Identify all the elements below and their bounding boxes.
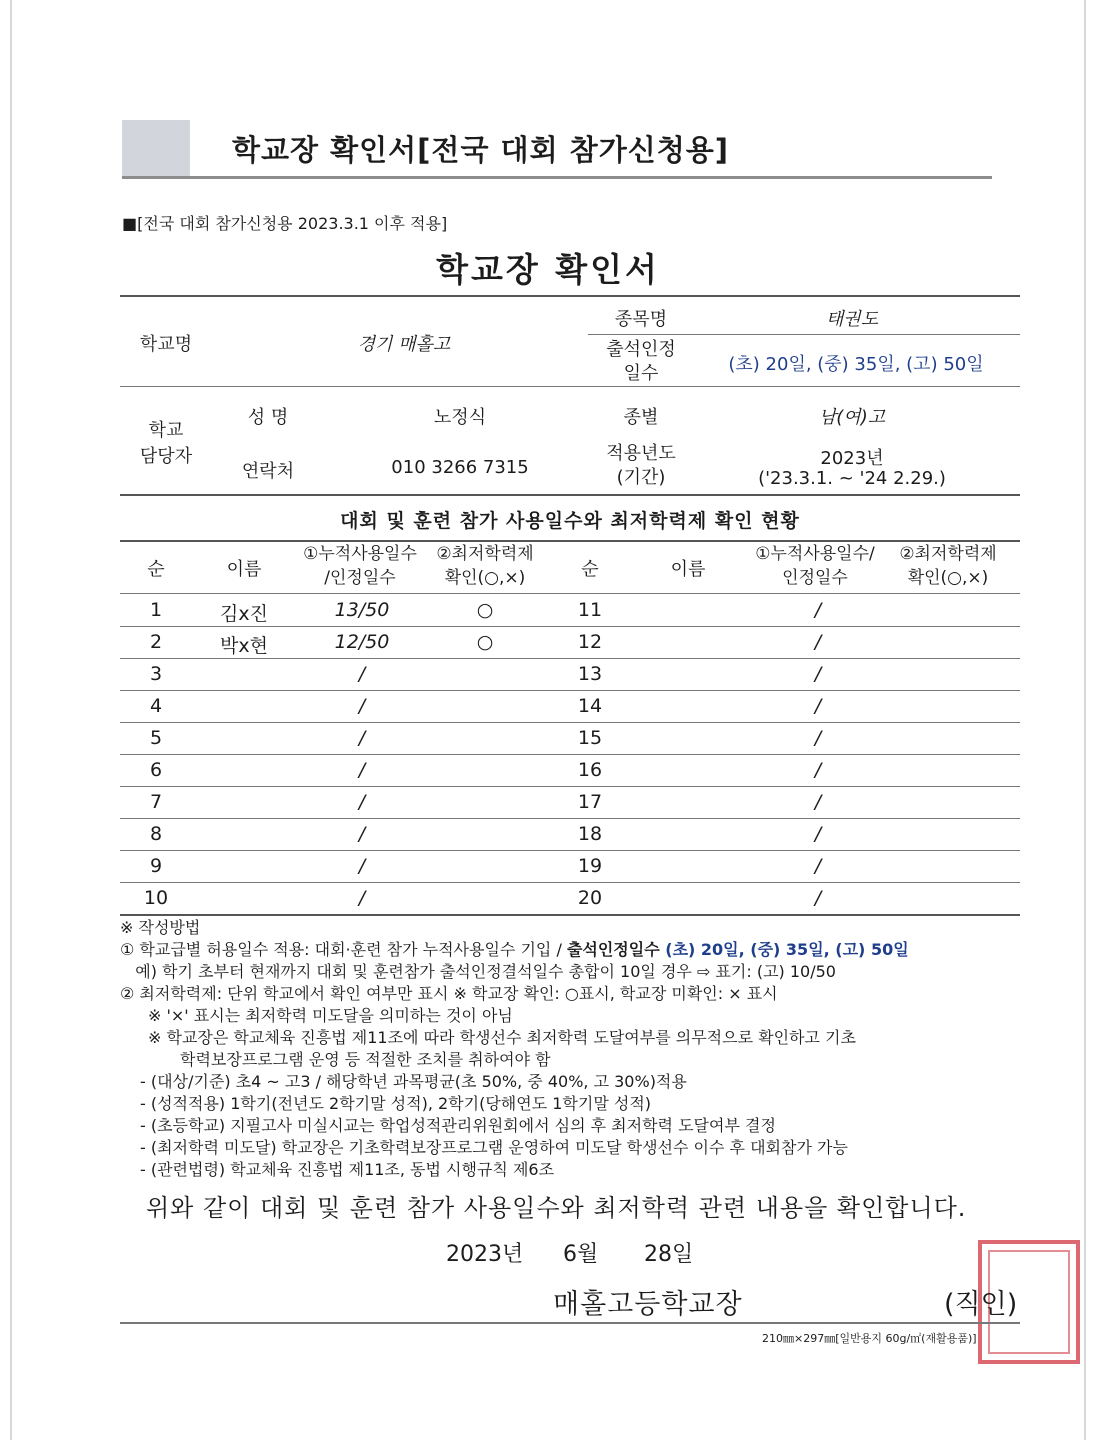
row-no: 5 [149, 727, 163, 749]
confirmation-statement: 위와 같이 대회 및 훈련 참가 사용일수와 최저학력 관련 내용을 확인합니다. [146, 1194, 967, 1222]
row-days: / [358, 791, 366, 813]
row-days: / [358, 855, 366, 877]
table-top-line [120, 540, 1020, 542]
row-days: / [814, 887, 822, 909]
date-day: 28일 [644, 1242, 694, 1267]
contact-value: 010 3266 7315 [391, 457, 529, 478]
table-row-line [120, 754, 1020, 755]
section-title: 대회 및 훈련 참가 사용일수와 최저학력제 확인 현황 [340, 510, 800, 532]
header-confirm-right: ②최저학력제 확인(○,×) [899, 544, 997, 588]
instructions [120, 917, 1040, 1181]
seal-label: (직인) [944, 1289, 1018, 1320]
row-confirm: ○ [476, 631, 494, 653]
row-no: 4 [149, 695, 163, 717]
header-no-left: 순 [147, 559, 165, 580]
row-days: / [358, 727, 366, 749]
row-no: 7 [149, 791, 163, 813]
table-row-line [120, 914, 1020, 916]
notes-line-3: ② 최저학력제: 단위 학교에서 확인 여부만 표시 ※ 학교장 확인: ○표시, 학교장 미확인: × 표시 [120, 984, 778, 1003]
row-no: 6 [149, 759, 163, 781]
gender-value: 남(여)고 [818, 407, 886, 428]
notes-line-1 [120, 939, 1040, 961]
row-no: 3 [149, 663, 163, 685]
table-row-line [120, 786, 1020, 787]
table-row-line [120, 850, 1020, 851]
attendance-value: (초) 20일, (중) 35일, (고) 50일 [728, 354, 984, 375]
attendance-label: 출석인정 일수 [606, 339, 676, 384]
notes-line-2: 예) 학기 초부터 현재까지 대회 및 훈련참가 출석인정결석일수 총합이 10일 경우 ⇨ 표기: (고) 10/50 [120, 962, 836, 981]
school-label: 학교명 [139, 334, 193, 355]
row-no: 2 [149, 631, 163, 653]
header-confirm-left: ②최저학력제 확인(○,×) [436, 544, 534, 588]
info-bottom-line [120, 494, 1020, 496]
notes-line-1-days: (초) 20일, (중) 35일, (고) 50일 [665, 940, 909, 959]
notes-line-10: - (최저학력 미도달) 학교장은 기초학력보장프로그램 운영하여 미도달 학생선수 이수 후 대회참가 가능 [140, 1138, 848, 1157]
row-no: 10 [143, 887, 169, 909]
date-month: 6월 [563, 1242, 599, 1267]
notes-line-11: - (관련법령) 학교체육 진흥법 제11조, 동법 시행규칙 제6조 [140, 1160, 555, 1179]
row-no: 9 [149, 855, 163, 877]
page-border-left [10, 0, 12, 1440]
row-days: / [814, 823, 822, 845]
row-days: / [358, 759, 366, 781]
contact-label: 연락처 [241, 461, 295, 482]
row-confirm: ○ [476, 599, 494, 621]
info-top-line [120, 295, 1020, 297]
row-days: / [814, 727, 822, 749]
row-no: 16 [577, 759, 603, 781]
info-sport-line [588, 334, 1020, 335]
header-no-right: 순 [581, 559, 599, 580]
header-days-right: ①누적사용일수/ 인정일수 [755, 544, 875, 588]
header-days-left: ①누적사용일수 /인정일수 [303, 544, 417, 588]
table-row-line [120, 690, 1020, 691]
row-no: 8 [149, 823, 163, 845]
row-no: 19 [577, 855, 603, 877]
sport-value: 태권도 [825, 309, 879, 330]
row-days: / [358, 887, 366, 909]
name-label: 성 명 [247, 407, 289, 428]
period-value: ('23.3.1. ~ '24 2.29.) [758, 468, 946, 489]
header-name-right: 이름 [670, 559, 706, 580]
info-mid-line [120, 386, 1020, 387]
row-days: / [358, 695, 366, 717]
row-no: 11 [577, 599, 603, 621]
notes-line-5: ※ 학교장은 학교체육 진흥법 제11조에 따라 학생선수 최저학력 도달여부를 의무적으로 확인하고 기초 [148, 1028, 856, 1047]
row-no: 1 [149, 599, 163, 621]
document-title: 학교장 확인서 [436, 250, 660, 289]
notes-line-9: - (초등학교) 지필고사 미실시교는 학업성적관리위원회에서 심의 후 최저학력 도달여부 결정 [140, 1116, 776, 1135]
year-value: 2023년 [820, 448, 884, 469]
main-title: 학교장 확인서[전국 대회 참가신청용] [232, 133, 730, 167]
title-underline [122, 176, 992, 179]
row-days: / [814, 599, 822, 621]
title-accent-box [122, 120, 190, 176]
table-row-line [120, 818, 1020, 819]
row-days: / [814, 759, 822, 781]
table-row-line [120, 658, 1020, 659]
year-label: 적용년도 (기간) [606, 443, 676, 488]
notes-line-7: - (대상/기준) 초4 ~ 고3 / 해당학년 과목평균(초 50%, 중 40%, 고 30%)적용 [140, 1072, 687, 1091]
row-days: / [814, 855, 822, 877]
notes-line-6: 학력보장프로그램 운영 등 적절한 조치를 취하여야 함 [180, 1050, 551, 1069]
row-no: 12 [577, 631, 603, 653]
row-days: / [814, 631, 822, 653]
paper-spec: 210㎜×297㎜[일반용지 60g/㎡(재활용품)] [762, 1332, 977, 1345]
header-name-left: 이름 [226, 559, 262, 580]
row-name: 김x진 [220, 603, 268, 625]
row-days: / [358, 663, 366, 685]
row-no: 18 [577, 823, 603, 845]
notes-line-1-text: ① 학교급별 허용일수 적용: 대회·훈련 참가 누적사용일수 기입 / [120, 940, 567, 959]
school-value: 경기 매홀고 [357, 334, 451, 355]
notes-heading: ※ 작성방법 [120, 918, 201, 937]
notes-line-4: ※ '×' 표시는 최저학력 미도달을 의미하는 것이 아님 [148, 1006, 513, 1025]
row-days: / [814, 791, 822, 813]
signer-title: 매홀고등학교장 [553, 1289, 743, 1320]
manager-label: 학교 담당자 [139, 420, 193, 467]
table-row-line [120, 882, 1020, 883]
notes-line-1-bold: 출석인정일수 [566, 940, 666, 959]
date-year: 2023년 [446, 1242, 524, 1267]
row-no: 13 [577, 663, 603, 685]
table-header-line [120, 593, 1020, 594]
table-row-line [120, 722, 1020, 723]
row-days: 13/50 [334, 599, 390, 621]
row-name: 박x현 [220, 635, 268, 657]
row-days: / [358, 823, 366, 845]
page-border-right [1084, 0, 1086, 1440]
table-row-line [120, 626, 1020, 627]
applicability-note: ■[전국 대회 참가신청용 2023.3.1 이후 적용] [122, 214, 448, 233]
row-days: 12/50 [334, 631, 390, 653]
gender-label: 종별 [623, 407, 659, 428]
row-no: 17 [577, 791, 603, 813]
row-no: 20 [577, 887, 603, 909]
row-no: 14 [577, 695, 603, 717]
footer-line [120, 1322, 1020, 1324]
sport-label: 종목명 [614, 309, 668, 330]
row-days: / [814, 663, 822, 685]
name-value: 노정식 [433, 407, 487, 428]
row-no: 15 [577, 727, 603, 749]
row-days: / [814, 695, 822, 717]
notes-line-8: - (성적적용) 1학기(전년도 2학기말 성적), 2학기(당해연도 1학기말 성적) [140, 1094, 652, 1113]
